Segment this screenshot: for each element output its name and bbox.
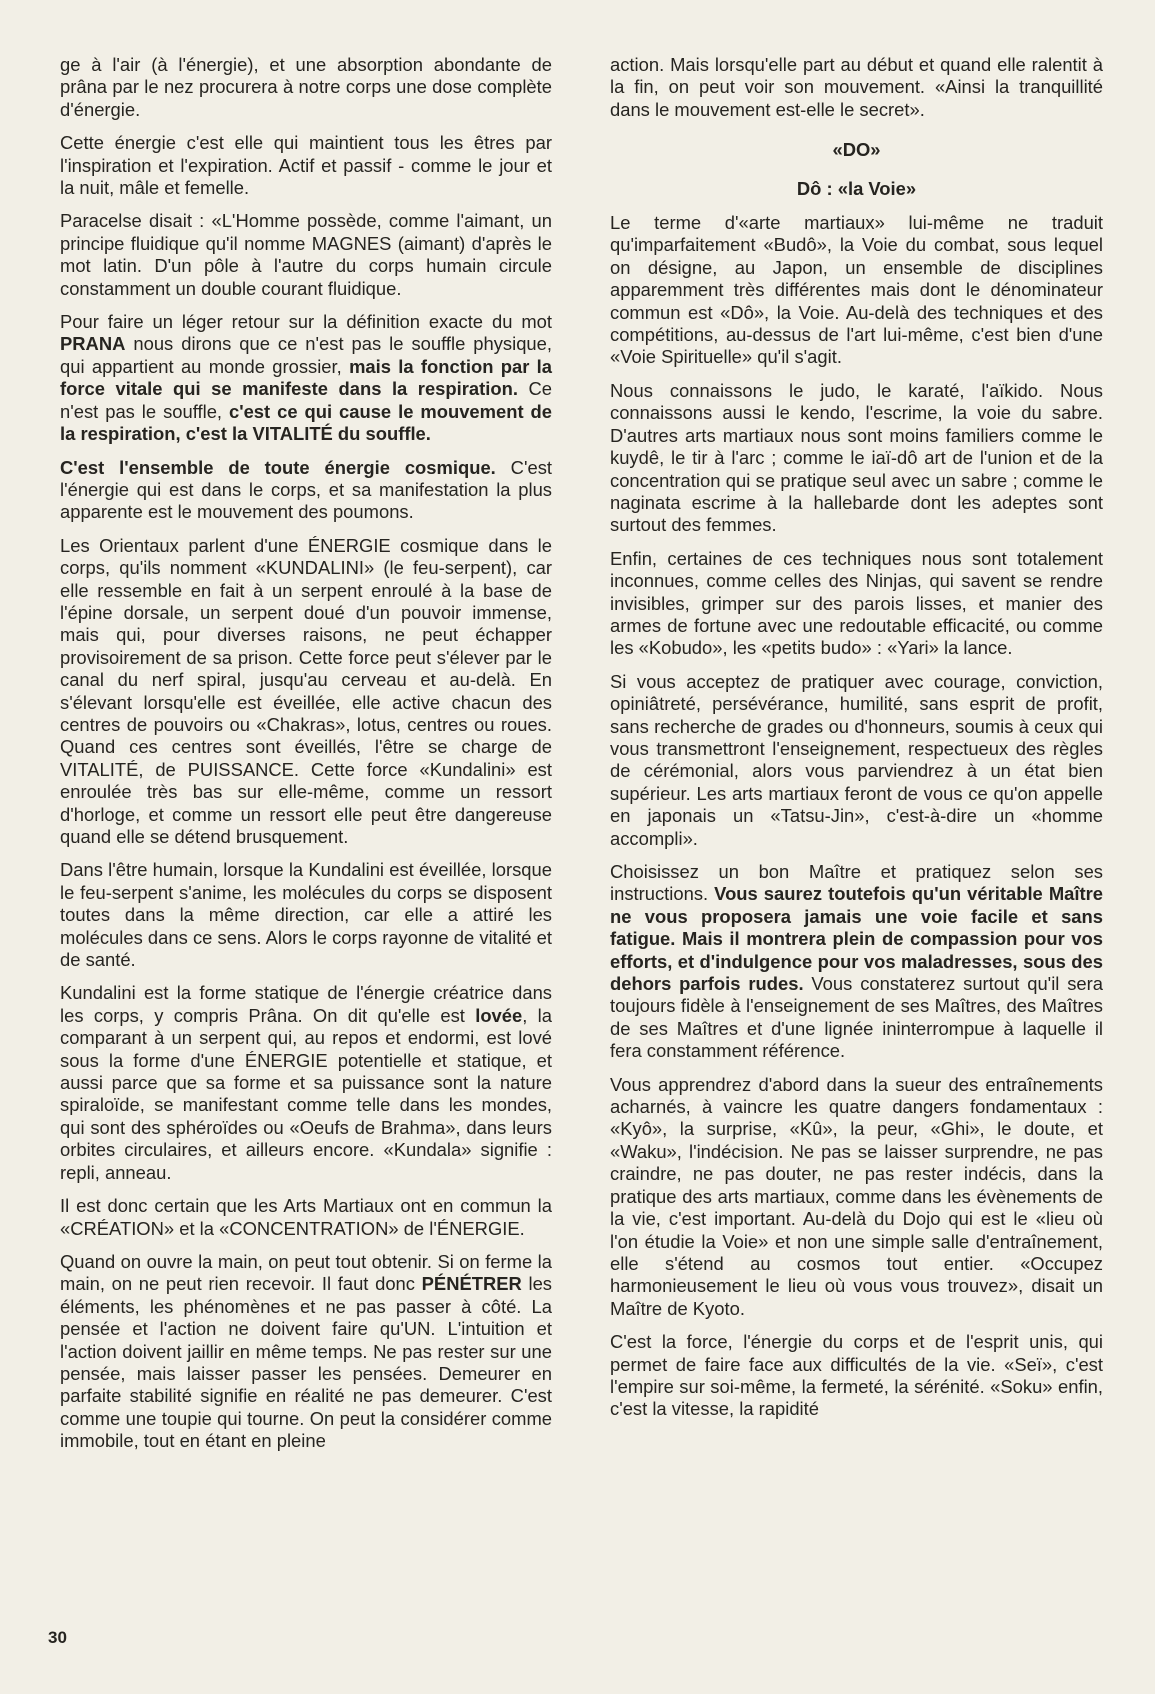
paragraph: Dans l'être humain, lorsque la Kundalini est éveillée, lorsque le feu-serpent s'anime, les molécules du corps se disposent toutes dans la même direction, car elle a attiré les molécules dans ce sens. Alors le corps rayonne de vitalité et de santé. [60, 859, 552, 971]
paragraph: Enfin, certaines de ces techniques nous sont totalement inconnues, comme celles des Ninjas, qui savent se rendre invisibles, grimper sur des parois lisses, et manier des armes de fortune avec une redoutable efficacité, ou comme les «Kobudo», les «petits budo» : «Yari» la lance. [610, 547, 1103, 659]
section-subheading: Dô : «la Voie» [796, 177, 917, 199]
paragraph: action. Mais lorsqu'elle part au début et quand elle ralentit à la fin, on peut voir son mouvement. «Ainsi la tranquillité dans le mouvement est-elle le secret». [610, 54, 1103, 120]
right-column [610, 54, 1103, 1421]
paragraph: Les Orientaux parlent d'une ÉNERGIE cosmique dans le corps, qu'ils nomment «KUNDALINI» (le feu-serpent), car elle ressemble en fait à un serpent enroulé à la base de l'épine dorsale, un serpent doué d'un pouvoir immense, mais qui, pour diverses raisons, ne peut échapper provisoirement de sa prison. Cette force peut s'élever par le canal du nerf spiral, jusqu'au cerveau et au-delà. En s'élevant lorsqu'elle est éveillée, elle active chacun des centres de pouvoirs ou «Chakras», lotus, centres ou roues. Quand ces centres sont éveillés, l'être se charge de VITALITÉ, de PUISSANCE. Cette force «Kundalini» est enroulée très bas sur elle-même, comme un ressort d'horloge, et comme un ressort elle peut être dangereuse quand elle se détend brusquement. [60, 534, 552, 847]
section-heading: «DO» [832, 139, 881, 161]
page-number: 30 [48, 1628, 67, 1647]
paragraph: Cette énergie c'est elle qui maintient tous les êtres par l'inspiration et l'expiration. Actif et passif - comme le jour et la nuit, mâle et femelle. [60, 132, 552, 199]
paragraph: Vous apprendrez d'abord dans la sueur des entraînements acharnés, à vaincre les quatre dangers fondamentaux : «Kyô», la surprise, «Kû», la peur, «Ghi», le doute, et «Waku», l'indécision. Ne pas se laisser surprendre, ne pas craindre, ne pas douter, ne pas rester indécis, dans la pratique des arts martiaux, comme dans les évènements de la vie, c'est important. Au-delà du Dojo qui est le «lieu où l'on étudie la Voie» et non une simple salle d'entraînement, elle s'étend au cosmos tout entier. «Occupez harmonieusement le lieu où vous vous trouvez», disait un Maître de Kyoto. [610, 1073, 1103, 1319]
paragraph: Nous connaissons le judo, le karaté, l'aïkido. Nous connaissons aussi le kendo, l'escrime, la voie du sabre. D'autres arts martiaux nous sont moins familiers comme le kuydê, le tir à l'arc ; comme le iaï-dô art de l'union et de la concentration qui se pratique seul avec un sabre ; comme le naginata escrime à la hallebarde dont les adeptes sont surtout des femmes. [610, 379, 1103, 536]
paragraph: Le terme d'«arte martiaux» lui-même ne traduit qu'imparfaitement «Budô», la Voie du combat, sous lequel on désigne, au Japon, un ensemble de disciplines apparemment très différentes mais dont le dénominateur commun est «Dô», la Voie. Au-delà des techniques et des compétitions, au-dessus de l'art lui-même, c'est bien d'une «Voie Spirituelle» qu'il s'agit. [610, 212, 1103, 368]
paragraph: ge à l'air (à l'énergie), et une absorption abondante de prâna par le nez procurera à notre corps une dose complète d'énergie. [60, 54, 552, 120]
paragraph: C'est l'ensemble de toute énergie cosmique. C'est l'énergie qui est dans le corps, et sa manifestation la plus apparente est le mouvement des poumons. [60, 456, 552, 523]
paragraph: Il est donc certain que les Arts Martiaux ont en commun la «CRÉATION» et la «CONCENTRATION» de l'ÉNERGIE. [60, 1195, 552, 1239]
paragraph: Quand on ouvre la main, on peut tout obtenir. Si on ferme la main, on ne peut rien recevoir. Il faut donc PÉNÉTRER les éléments, les phénomènes et ne pas passer à côté. La pensée et l'action ne doivent faire qu'UN. L'intuition et l'action doivent jaillir en même temps. Ne pas rester sur une pensée, mais laisser passer les pensées. Demeurer en parfaite stabilité signifie en réalité ne pas demeurer. C'est comme une toupie qui tourne. On peut la considérer comme immobile, tout en étant en pleine [60, 1250, 552, 1452]
paragraph: Pour faire un léger retour sur la définition exacte du mot PRANA nous dirons que ce n'est pas le souffle physique, qui appartient au monde grossier, mais la fonction par la force vitale qui se manifeste dans la respiration. Ce n'est pas le souffle, c'est ce qui cause le mouvement de la respiration, c'est la VITALITÉ du souffle. [60, 311, 553, 445]
paragraph: Choisissez un bon Maître et pratiquez selon ses instructions. Vous saurez toutefois qu'un véritable Maître ne vous proposera jamais une voie facile et sans fatigue. Mais il montrera plein de compassion pour vos efforts, et d'indulgence pour vos maladresses, sous des dehors parfois rudes. Vous constaterez surtout qu'il sera toujours fidèle à l'enseignement de ses Maîtres, des Maîtres de ses Maîtres et d'une lignée ininterrompue à laquelle il fera constamment référence. [610, 861, 1104, 1062]
left-column [60, 54, 552, 1453]
paragraph: Kundalini est la forme statique de l'énergie créatrice dans les corps, y compris Prâna. On dit qu'elle est lovée, la comparant à un serpent qui, au repos et endormi, est lové sous la forme d'une ÉNERGIE potentielle et statique, et aussi parce que sa forme et sa puissance sont la nature spiraloïde, se manifestant comme telle dans les mondes, qui sont des sphéroïdes ou «Oeufs de Brahma», dans leurs orbites circulaires, et ailleurs encore. «Kundala» signifie : repli, anneau. [60, 982, 552, 1183]
paragraph: C'est la force, l'énergie du corps et de l'esprit unis, qui permet de faire face aux difficultés de la vie. «Seï», c'est l'empire sur soi-même, la fermeté, la sérénité. «Soku» enfin, c'est la vitesse, la rapidité [610, 1331, 1103, 1420]
paragraph: Si vous acceptez de pratiquer avec courage, conviction, opiniâtreté, persévérance, humilité, sans esprit de profit, sans recherche de grades ou d'honneurs, soumis à ceux qui vous transmettront l'enseignement, respectueux des règles de cérémonial, alors vous parviendrez à un état bien supérieur. Les arts martiaux feront de vous ce qu'on appelle en japonais un «Tatsu-Jin», c'est-à-dire un «homme accompli». [610, 670, 1103, 849]
paragraph: Paracelse disait : «L'Homme possède, comme l'aimant, un principe fluidique qu'il nomme MAGNES (aimant) d'après le mot latin. D'un pôle à l'autre du corps humain circule constamment un double courant fluidique. [60, 210, 552, 299]
